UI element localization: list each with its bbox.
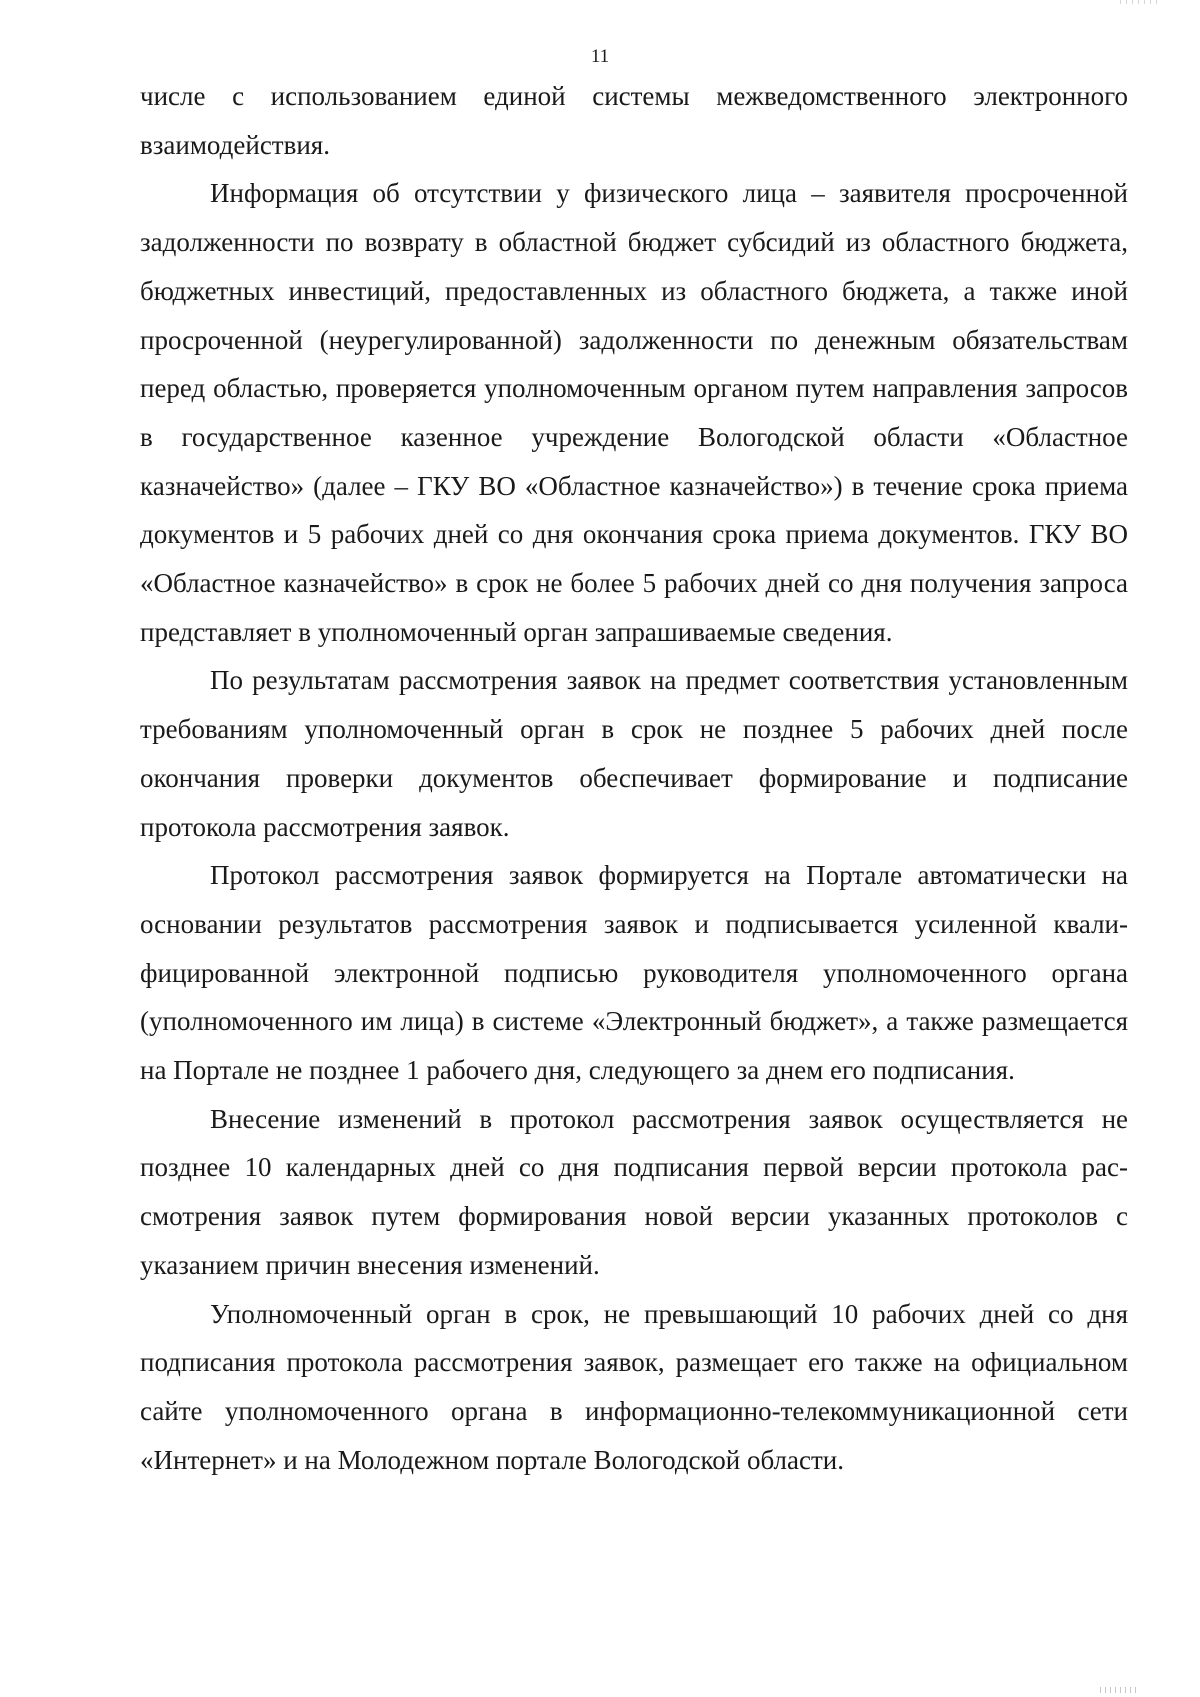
scan-artifact-top <box>1120 0 1160 4</box>
paragraph-protocol-changes: Внесение изменений в протокол рассмотрения заявок осуществляется не позднее 10 календарных дней со дня подписания первой версии протокола рассмотрения заявок путем формирования новой версии указанных протоколов с указанием причин внесения изменений. <box>140 1103 1128 1280</box>
document-body <box>140 72 1128 1484</box>
page-number: 11 <box>590 46 610 67</box>
paragraph-review-results: По результатам рассмотрения заявок на предмет соответствия установленным требованиям уполномоченный орган в срок не позднее 5 рабочих дней после окончания проверки документов обеспечивает формирование и подписание протокола рассмотрения заявок. <box>140 665 1128 842</box>
paragraph-continuation: числе с использованием единой системы межведомственного электронного взаимодействия. <box>140 81 1128 160</box>
paragraph-publication: Уполномоченный орган в срок, не превышающий 10 рабочих дней со дня подписания протокола рассмотрения заявок, размещает его также на официальном сайте уполномоченного органа в информационно-телекоммуникационной сети «Интернет» и на Молодежном портале Вологодской области. <box>140 1298 1128 1475</box>
paragraph-protocol-signing: Протокол рассмотрения заявок формируется на Портале автоматически на основании результатов рассмотрения заявок и подписывается усиленной квалифицированной электронной подписью руководителя уполномоченного органа (уполномоченного им лица) в системе «Электронный бюджет», а также размещается на Портале не позднее 1 рабочего дня, следующего за днем его подписания. <box>140 860 1128 1086</box>
scan-artifact-bottom <box>1100 1687 1140 1693</box>
paragraph-debt-check: Информация об отсутствии у физического лица – заявителя просроченной задолженности по возврату в областной бюджет субсидий из областного бюджета, бюджетных инвестиций, предоставленных из областного бюджета, а также иной просроченной (неурегулированной) задолженности по денежным обязательствам перед областью, проверяется уполномоченным органом путем направления запросов в государственное казенное учреждение Вологодской области «Областное казначейство» (далее – ГКУ ВО «Областное казначейство») в течение срока приема документов и 5 рабочих дней со дня окончания срока приема документов. ГКУ ВО «Областное казначейство» в срок не более 5 рабочих дней со дня получения запроса представляет в уполномоченный орган запрашиваемые сведения. <box>140 178 1128 647</box>
